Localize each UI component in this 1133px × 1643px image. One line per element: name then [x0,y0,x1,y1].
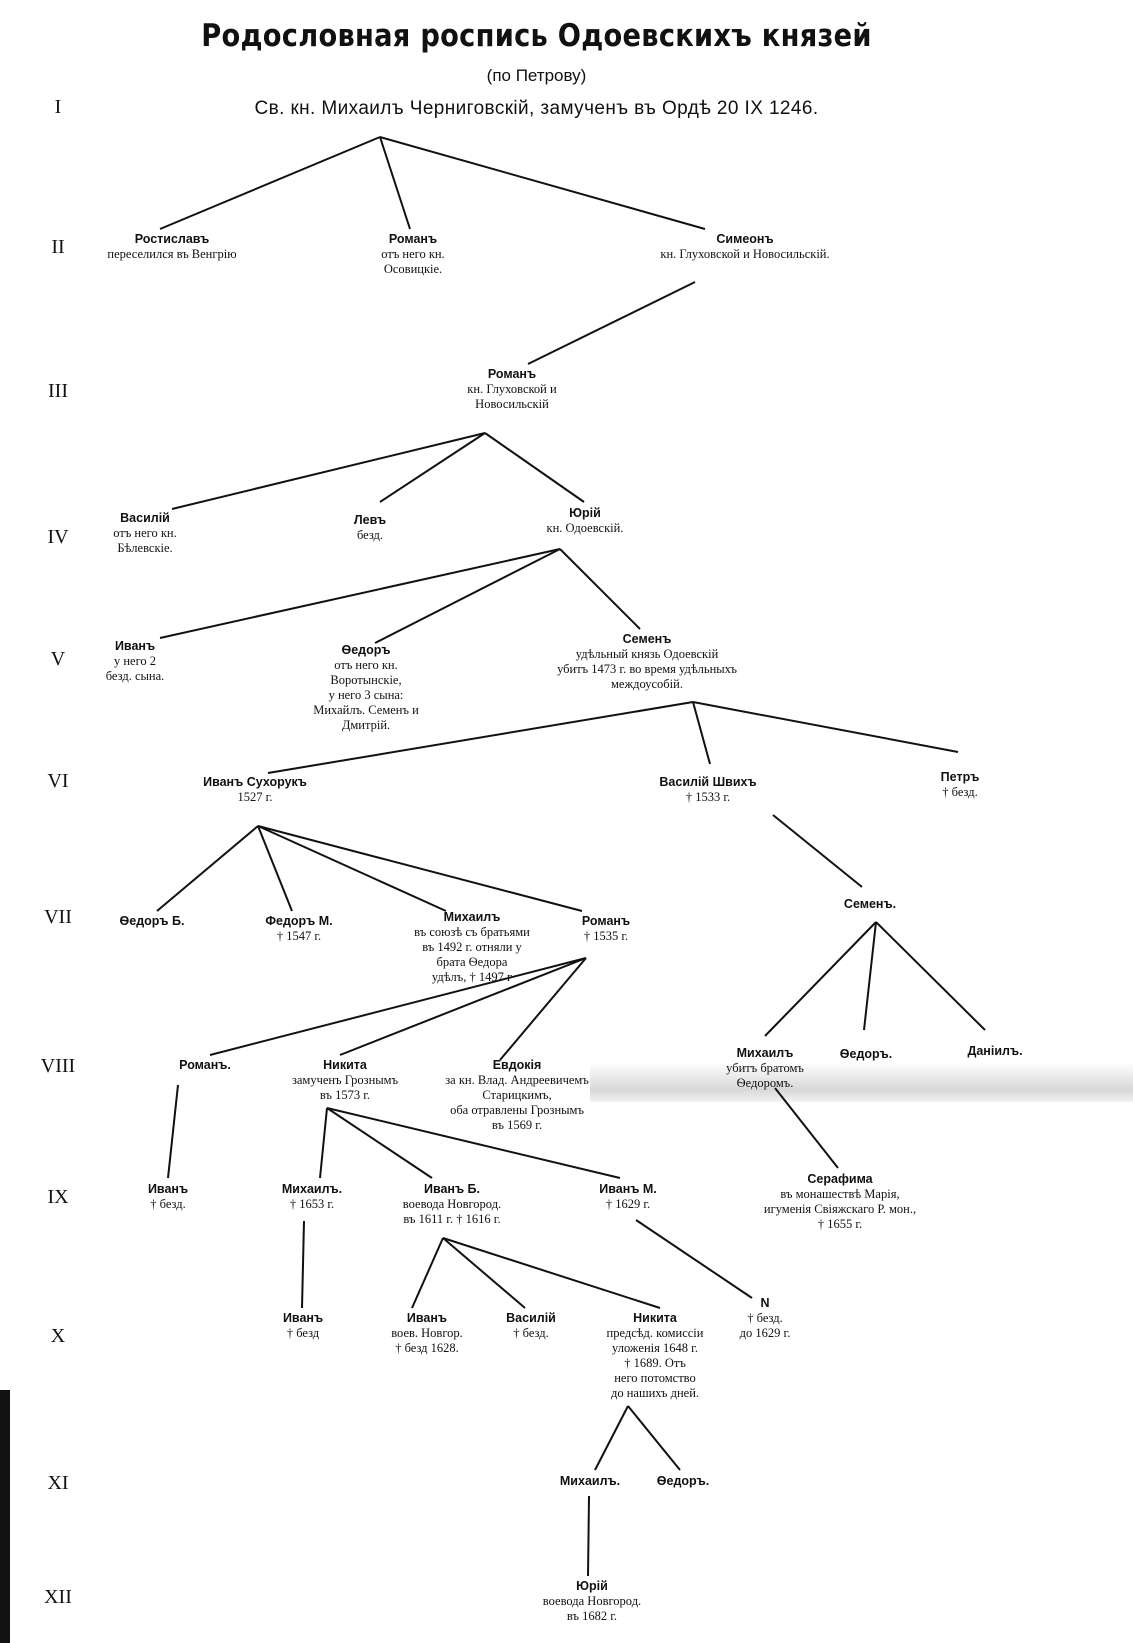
person-detail: Михайлъ. Семенъ и [313,703,419,717]
person-name: Даніилъ. [967,1044,1023,1058]
person-name: Ѳедоръ Б. [119,914,185,928]
root-ancestor: Св. кн. Михаилъ Черниговскій, замученъ въ Ордѣ 20 IX 1246. [254,98,819,119]
person-detail: игуменія Свіяжскаго Р. мон., [763,1202,917,1216]
person-node [106,639,165,684]
person-name: Ѳедоръ. [656,1474,710,1488]
person-detail: въ 1569 г. [491,1118,543,1132]
person-name: Петръ [940,770,980,784]
person-node [557,632,737,692]
person-name: Левъ [353,513,387,527]
person-node [726,1046,804,1091]
person-detail: † 1535 г. [583,929,629,943]
person-node [381,232,444,277]
person-node [203,775,307,805]
person-detail: отъ него кн. [113,526,177,540]
connector-line [443,1238,660,1308]
person-node [292,1058,398,1103]
person-detail: † безд. [513,1326,549,1340]
person-name: Иванъ [114,639,156,653]
person-node [941,770,980,800]
person-detail: Ѳедоромъ. [736,1076,794,1090]
person-detail: оба отравлены Грознымъ [450,1103,584,1117]
person-node [560,1474,620,1489]
person-name: Ѳедоръ [341,643,391,657]
person-name: N [760,1296,770,1310]
connector-line [412,1238,443,1308]
person-node [445,1058,589,1133]
person-detail: отъ него кн. [381,247,445,261]
person-node [283,1311,323,1341]
person-node [265,914,332,944]
connector-line [773,815,862,887]
connector-line [443,1238,525,1308]
person-name: Семенъ. [843,897,897,911]
person-detail: переселился въ Венгрію [107,247,237,261]
person-name: Юрій [569,506,601,520]
connector-line [765,922,876,1036]
person-name: Романъ [388,232,438,246]
connector-line [628,1406,680,1470]
person-detail: за кн. Влад. Андреевичемъ [445,1073,589,1087]
person-name: Федоръ М. [265,914,333,928]
person-detail: удѣльный князь Одоевскій [575,647,719,661]
connector-line [693,702,958,752]
person-detail: † 1655 г. [817,1217,863,1231]
connector-line [327,1108,432,1178]
person-name: Никита [323,1058,367,1072]
person-name: Иванъ Б. [423,1182,481,1196]
person-detail: въ монашествѣ Марія, [780,1187,900,1201]
person-node [844,897,896,912]
person-detail: † 1547 г. [276,929,322,943]
connector-line [380,137,705,229]
person-detail: † безд. [150,1197,186,1211]
person-node [403,1182,501,1227]
person-node [414,910,530,985]
person-name: Никита [633,1311,677,1325]
person-node [740,1296,791,1341]
person-detail: † безд. [747,1311,783,1325]
person-node [840,1047,892,1062]
person-detail: кн. Одоевскій. [546,521,624,535]
person-detail: воев. Новгор. [391,1326,463,1340]
generation-label: XII [44,1586,72,1608]
connector-line [560,549,640,629]
person-detail: въ 1682 г. [566,1609,618,1623]
person-node [607,1311,704,1401]
person-name: Иванъ Сухорукъ [203,775,307,789]
person-detail: † безд. [942,785,978,799]
person-detail: 1527 г. [237,790,273,804]
person-detail: безд. сына. [105,669,165,683]
person-node [179,1058,231,1073]
person-detail: Старицкимъ, [482,1088,552,1102]
connector-line [595,1406,628,1470]
person-detail: воевода Новгород. [542,1594,642,1608]
person-name: Ростиславъ [134,232,210,246]
person-detail: замученъ Грознымъ [291,1073,399,1087]
connector-line [172,433,485,509]
person-node [967,1044,1022,1059]
person-detail: кн. Глуховской и Новосильскій. [660,247,830,261]
person-detail: него потомство [614,1371,696,1385]
person-detail: † 1689. Отъ [624,1356,686,1370]
generation-label: IV [47,526,69,548]
person-name: Василій [506,1311,556,1325]
person-name: Михаилъ. [559,1474,621,1488]
person-name: Михаилъ [443,910,501,924]
person-node [148,1182,188,1212]
connector-line [320,1108,327,1178]
person-name: Василій [120,511,170,525]
person-detail: до нашихъ дней. [610,1386,700,1400]
person-detail: уложенія 1648 г. [612,1341,698,1355]
person-node [113,511,176,556]
person-detail: Бѣлевскіе. [117,541,173,555]
connector-line [485,433,584,502]
person-name: Михаилъ [736,1046,794,1060]
person-detail: въ 1573 г. [319,1088,371,1102]
person-name: Романъ [487,367,537,381]
person-name: Семенъ [622,632,672,646]
connector-line [375,549,560,643]
person-name: Ѳедоръ. [839,1047,893,1061]
person-name: Романъ. [179,1058,231,1072]
generation-label: V [50,648,66,670]
connector-line [302,1221,304,1308]
page-title: Родословная роспись Одоевскихъ князей [201,18,872,54]
person-node [282,1182,342,1212]
connector-line [380,137,410,229]
person-node [354,513,386,543]
person-detail: † 1533 г. [685,790,731,804]
person-detail: † безд [286,1326,320,1340]
person-name: Иванъ [406,1311,448,1325]
person-detail: † 1653 г. [289,1197,335,1211]
person-node [764,1172,916,1232]
connector-line [876,922,985,1030]
generation-label: VIII [40,1055,76,1077]
person-name: Иванъ М. [599,1182,657,1196]
person-detail: безд. [356,528,384,542]
person-name: Михаилъ. [281,1182,343,1196]
connector-line [160,137,380,229]
person-detail: междоусобій. [611,677,683,691]
person-detail: Воротынскіе, [330,673,402,687]
page-subtitle: (по Петрову) [486,66,587,85]
person-node [543,1579,641,1624]
generation-label: X [50,1325,66,1347]
person-detail: убитъ братомъ [726,1061,804,1075]
connector-line [864,922,876,1030]
person-detail: Осовицкіе. [383,262,443,276]
person-detail: удѣлъ, † 1497 г [431,970,513,984]
connector-line [636,1220,752,1298]
person-name: Евдокія [492,1058,542,1072]
person-node [391,1311,463,1356]
generation-label: XI [47,1472,69,1494]
person-node [659,775,756,805]
person-detail: отъ него кн. [334,658,398,672]
person-node [120,914,185,929]
person-detail: брата Ѳедора [436,955,508,969]
person-name: Иванъ [147,1182,189,1196]
person-name: Симеонъ [716,232,774,246]
person-detail: воевода Новгород. [402,1197,502,1211]
person-detail: кн. Глуховской и [467,382,557,396]
connector-line [160,549,560,638]
person-detail: † безд 1628. [395,1341,459,1355]
generation-label: VI [47,770,69,792]
person-node [506,1311,556,1341]
person-detail: † 1629 г. [605,1197,651,1211]
generation-label: III [48,380,68,402]
person-node [467,367,556,412]
person-detail: убитъ 1473 г. во время удѣльныхъ [557,662,737,676]
connector-line [775,1088,838,1168]
connector-line [528,282,695,364]
person-name: Романъ [581,914,631,928]
person-node [660,232,829,262]
person-node [313,643,419,733]
generation-label: IX [47,1186,69,1208]
person-name: Серафима [807,1172,873,1186]
generation-label: II [51,236,65,258]
generation-label: VII [44,906,72,928]
person-detail: до 1629 г. [739,1326,791,1340]
person-name: Иванъ [282,1311,324,1325]
person-node [547,506,624,536]
person-node [657,1474,709,1489]
person-name: Юрій [576,1579,608,1593]
generation-label: I [54,96,62,118]
person-node [107,232,236,262]
person-detail: у него 2 [113,654,157,668]
connector-line [168,1085,178,1178]
person-detail: предсѣд. комиссіи [606,1326,704,1340]
person-node [599,1182,656,1212]
person-detail: въ 1492 г. отняли у [422,940,522,954]
person-detail: въ союзѣ съ братьями [414,925,530,939]
person-detail: Дмитрій. [341,718,391,732]
connector-line [588,1496,589,1576]
person-detail: въ 1611 г. † 1616 г. [403,1212,501,1226]
person-detail: у него 3 сына: [328,688,404,702]
person-detail: Новосильскій [475,397,549,411]
person-node [582,914,630,944]
person-name: Василій Швихъ [659,775,757,789]
connector-line [157,826,258,911]
connector-line [693,702,710,764]
connector-line [380,433,485,502]
